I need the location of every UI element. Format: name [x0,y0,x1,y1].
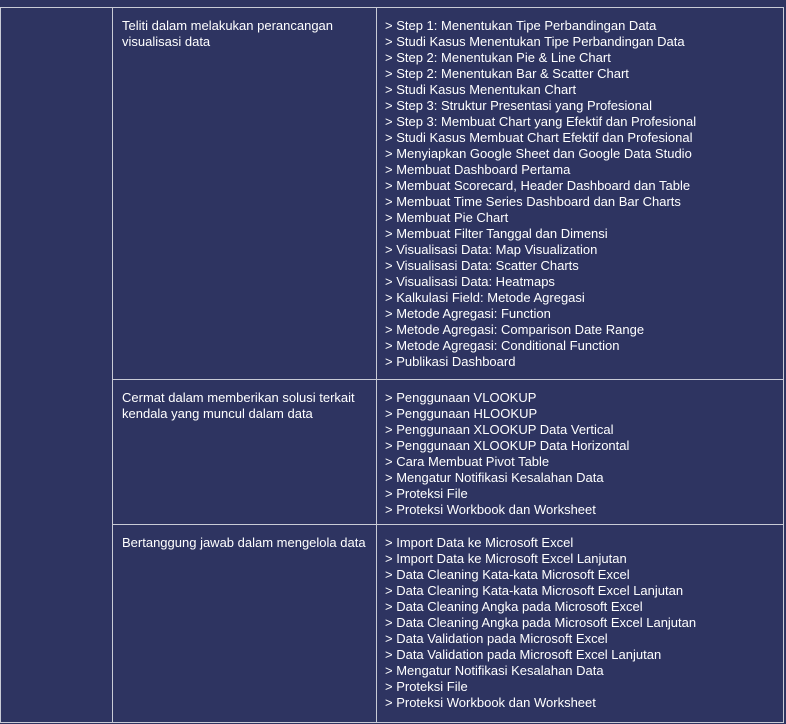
topic-item: > Penggunaan XLOOKUP Data Horizontal [385,438,630,453]
topic-item: > Step 2: Menentukan Pie & Line Chart [385,50,611,65]
topic-item: > Penggunaan HLOOKUP [385,406,538,421]
topic-item: > Visualisasi Data: Heatmaps [385,274,555,289]
skill-cell [113,380,377,525]
table-row [1,380,784,525]
topic-cell [377,525,784,723]
topic-item: > Step 3: Struktur Presentasi yang Profesional [385,98,653,113]
topic-item: > Data Validation pada Microsoft Excel Lanjutan [385,647,662,662]
topic-item: > Step 1: Menentukan Tipe Perbandingan Data [385,18,657,33]
topic-item: > Visualisasi Data: Scatter Charts [385,258,579,273]
topic-item: > Import Data ke Microsoft Excel Lanjutan [385,551,627,566]
topic-item: > Step 2: Menentukan Bar & Scatter Chart [385,66,629,81]
topic-item: > Data Cleaning Kata-kata Microsoft Excel Lanjutan [385,583,684,598]
topic-item: > Proteksi Workbook dan Worksheet [385,502,596,517]
topic-item: > Membuat Time Series Dashboard dan Bar Charts [385,194,681,209]
topic-item: > Membuat Scorecard, Header Dashboard dan Table [385,178,691,193]
topic-item: > Publikasi Dashboard [385,354,516,369]
topic-cell [377,8,784,380]
topic-item: > Membuat Filter Tanggal dan Dimensi [385,226,608,241]
topic-item: > Kalkulasi Field: Metode Agregasi [385,290,585,305]
topic-item: > Data Cleaning Angka pada Microsoft Excel [385,599,643,614]
topic-item: > Data Cleaning Angka pada Microsoft Excel Lanjutan [385,615,697,630]
topic-list [385,18,779,370]
topic-item: > Penggunaan XLOOKUP Data Vertical [385,422,614,437]
skill-text: Cermat dalam memberikan solusi terkait kendala yang muncul dalam data [122,390,355,421]
topic-item: > Proteksi File [385,679,468,694]
table-row [1,525,784,723]
skill-text: Bertanggung jawab dalam mengelola data [122,535,366,550]
topic-item: > Step 3: Membuat Chart yang Efektif dan Profesional [385,114,697,129]
topic-item: > Proteksi File [385,486,468,501]
topic-item: > Studi Kasus Menentukan Chart [385,82,577,97]
topic-list [385,535,779,711]
skill-text: Teliti dalam melakukan perancangan visualisasi data [122,18,334,49]
topic-item: > Membuat Dashboard Pertama [385,162,571,177]
topic-item: > Proteksi Workbook dan Worksheet [385,695,596,710]
topic-item: > Metode Agregasi: Comparison Date Range [385,322,645,337]
topic-list [385,390,779,518]
topic-item: > Data Cleaning Kata-kata Microsoft Excel [385,567,630,582]
skill-cell [113,525,377,723]
topic-item: > Membuat Pie Chart [385,210,509,225]
topic-item: > Import Data ke Microsoft Excel [385,535,574,550]
topic-cell [377,380,784,525]
topic-item: > Studi Kasus Menentukan Tipe Perbandingan Data [385,34,685,49]
topic-item: > Metode Agregasi: Function [385,306,551,321]
topic-item: > Data Validation pada Microsoft Excel [385,631,608,646]
syllabus-table [0,7,784,723]
topic-item: > Mengatur Notifikasi Kesalahan Data [385,663,604,678]
merged-blank-cell [1,8,113,723]
topic-item: > Visualisasi Data: Map Visualization [385,242,598,257]
topic-item: > Metode Agregasi: Conditional Function [385,338,620,353]
table-row [1,8,784,380]
topic-item: > Penggunaan VLOOKUP [385,390,537,405]
topic-item: > Studi Kasus Membuat Chart Efektif dan Profesional [385,130,693,145]
skill-cell [113,8,377,380]
topic-item: > Mengatur Notifikasi Kesalahan Data [385,470,604,485]
topic-item: > Menyiapkan Google Sheet dan Google Data Studio [385,146,692,161]
topic-item: > Cara Membuat Pivot Table [385,454,550,469]
